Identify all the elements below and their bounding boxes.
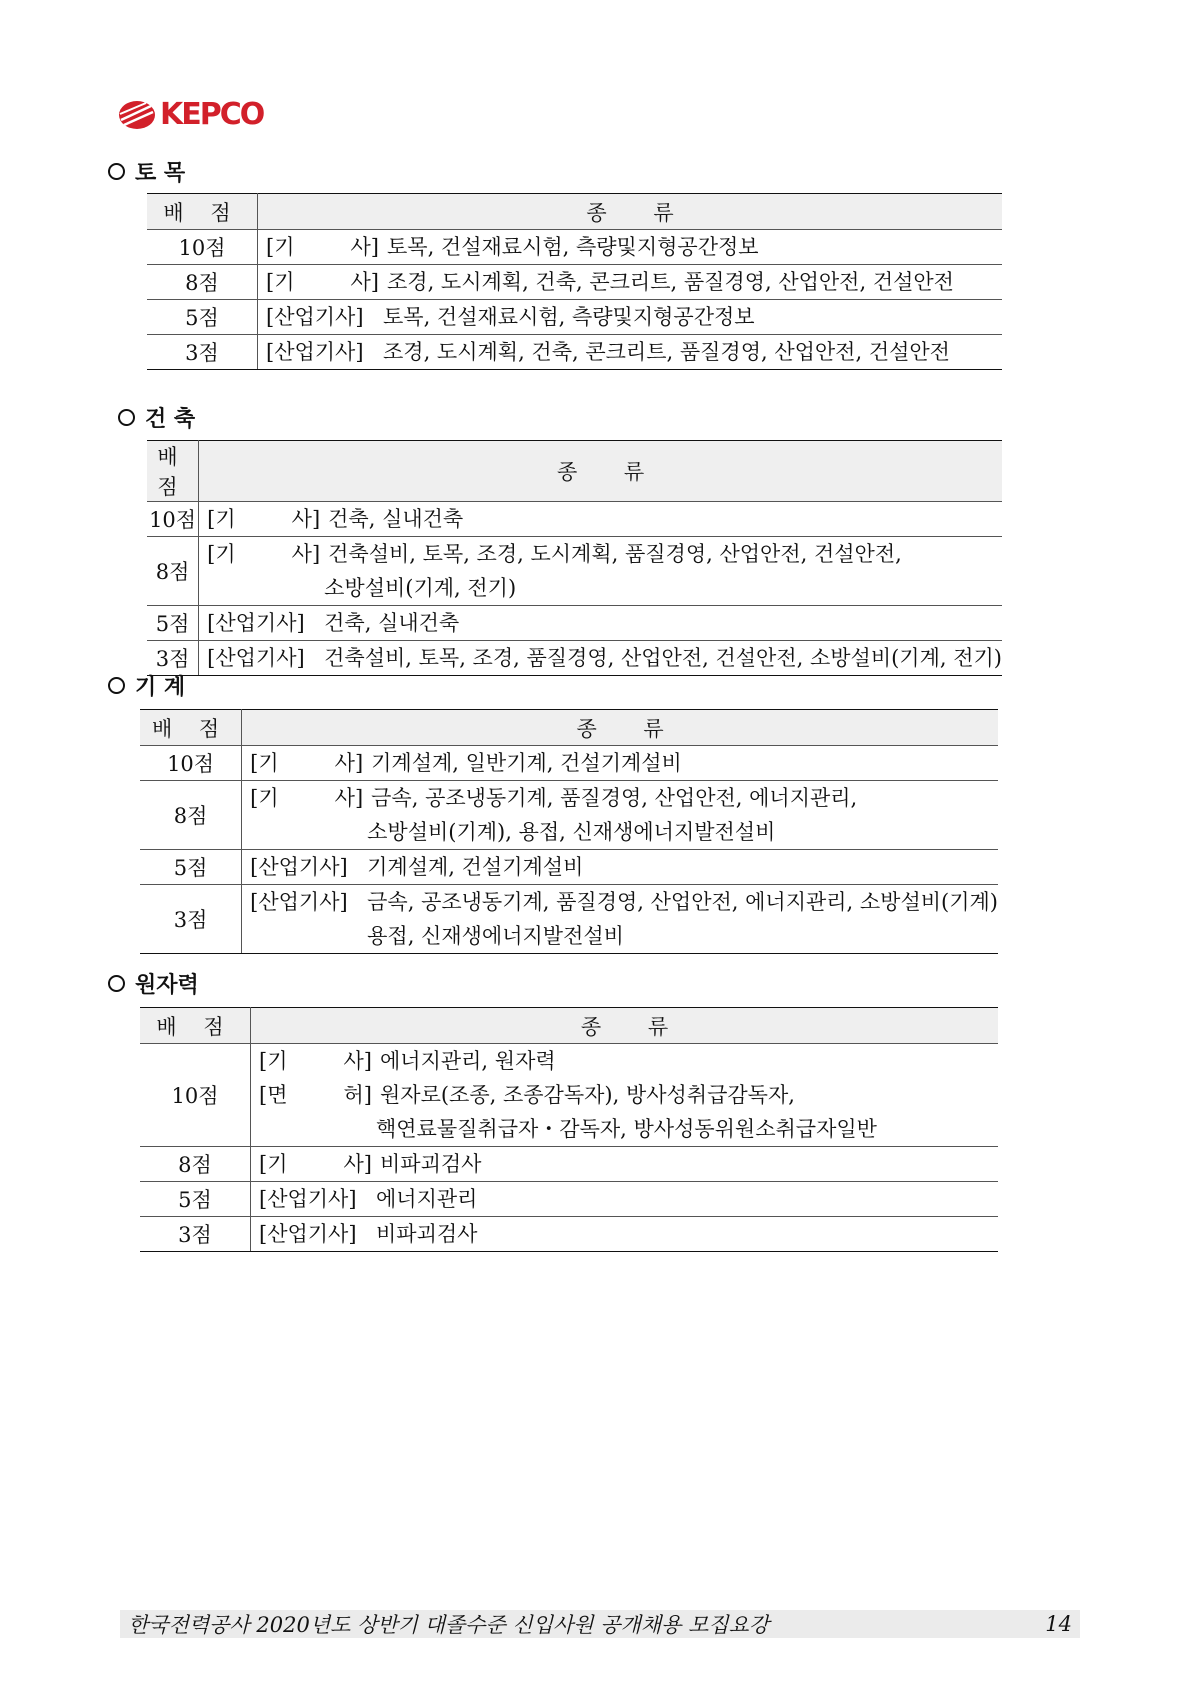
score-cell: 10점 — [147, 230, 258, 265]
table-row — [147, 606, 1002, 641]
score-cell: 5점 — [140, 1182, 251, 1217]
score-cell: 5점 — [147, 606, 199, 641]
qualification-list: 건축설비, 토목, 조경, 도시계획, 품질경영, 산업안전, 건설안전, — [328, 542, 902, 566]
header-score: 배 점 — [147, 441, 199, 502]
header-score: 배 점 — [140, 710, 242, 746]
type-cell — [199, 606, 1002, 641]
type-cell — [242, 885, 998, 954]
table-row — [147, 537, 1002, 606]
qualification-list: 토목, 건설재료시험, 측량및지형공간정보 — [387, 235, 759, 259]
qualification-list: 금속, 공조냉동기계, 품질경영, 산업안전, 에너지관리, 소방설비(기계) — [367, 890, 998, 914]
qualification-list: 비파괴검사 — [380, 1152, 482, 1176]
qualification-tag — [250, 919, 363, 953]
qualification-list: 토목, 건설재료시험, 측량및지형공간정보 — [383, 305, 755, 329]
table-row — [147, 641, 1002, 676]
table-row — [147, 265, 1002, 300]
score-cell: 5점 — [140, 850, 242, 885]
qualification-list: 기계설계, 일반기계, 건설기계설비 — [371, 751, 682, 775]
type-cell — [251, 1044, 999, 1147]
qualification-tag: [기 사] — [250, 751, 364, 775]
table-row — [147, 502, 1002, 537]
table-row — [140, 1217, 998, 1252]
qualification-tag: [산업기사] — [259, 1187, 357, 1211]
qualification-list: 에너지관리, 원자력 — [380, 1049, 556, 1073]
qualification-list: 조경, 도시계획, 건축, 콘크리트, 품질경영, 산업안전, 건설안전 — [383, 340, 950, 364]
table-row — [147, 300, 1002, 335]
score-cell: 10점 — [140, 1044, 251, 1147]
table-row — [140, 850, 998, 885]
qualification-list: 금속, 공조냉동기계, 품질경영, 산업안전, 에너지관리, — [371, 786, 858, 810]
type-cell — [242, 850, 998, 885]
qualification-tag: [산업기사] — [207, 611, 305, 635]
qualification-list: 핵연료물질취급자・감독자, 방사성동위원소취급자일반 — [376, 1117, 877, 1141]
type-cell — [251, 1217, 999, 1252]
section-heading — [108, 670, 185, 700]
qualification-list: 소방설비(기계), 용접, 신재생에너지발전설비 — [367, 820, 776, 844]
section-heading — [108, 968, 199, 998]
type-cell — [258, 230, 1003, 265]
score-table — [147, 440, 1002, 676]
qualification-list: 조경, 도시계획, 건축, 콘크리트, 품질경영, 산업안전, 건설안전 — [387, 270, 954, 294]
qualification-tag: [기 사] — [259, 1049, 372, 1073]
score-cell: 3점 — [147, 641, 199, 676]
qualification-tag: [산업기사] — [250, 890, 348, 914]
type-cell — [199, 641, 1002, 676]
kepco-logo — [118, 97, 264, 132]
section-title: 토 목 — [135, 160, 186, 186]
score-table — [147, 193, 1002, 370]
score-cell: 8점 — [147, 537, 199, 606]
qualification-list: 건축, 실내건축 — [324, 611, 460, 635]
type-cell — [199, 502, 1002, 537]
header-score: 배 점 — [140, 1008, 251, 1044]
logo-text: KEPCO — [160, 97, 264, 132]
qualification-list: 기계설계, 건설기계설비 — [367, 855, 584, 879]
type-cell — [258, 265, 1003, 300]
table-row — [140, 885, 998, 954]
table-row — [147, 335, 1002, 370]
score-cell: 5점 — [147, 300, 258, 335]
score-table — [140, 709, 998, 954]
page-footer — [120, 1610, 1080, 1638]
type-cell — [242, 746, 998, 781]
section-heading — [108, 156, 185, 186]
score-cell: 3점 — [147, 335, 258, 370]
qualification-tag: [산업기사] — [207, 646, 305, 670]
score-cell: 8점 — [140, 1147, 251, 1182]
qualification-tag: [기 사] — [266, 235, 379, 259]
qualification-tag — [207, 571, 320, 605]
header-score: 배 점 — [147, 194, 258, 230]
circle-bullet-icon — [118, 409, 135, 426]
qualification-list: 건축설비, 토목, 조경, 품질경영, 산업안전, 건설안전, 소방설비(기계, 전기) — [324, 646, 1002, 670]
table-row — [140, 1044, 998, 1147]
qualification-list: 소방설비(기계, 전기) — [324, 576, 517, 600]
header-type: 종 류 — [251, 1008, 999, 1044]
section-title: 기 계 — [135, 674, 186, 700]
qualification-tag: [기 사] — [207, 507, 321, 531]
qualification-list: 비파괴검사 — [376, 1222, 478, 1246]
qualification-list: 원자로(조종, 조종감독자), 방사성취급감독자, — [380, 1083, 795, 1107]
section-title: 건 축 — [145, 406, 196, 432]
qualification-tag: [면 허] — [259, 1083, 372, 1107]
circle-bullet-icon — [108, 677, 125, 694]
qualification-tag: [산업기사] — [259, 1222, 357, 1246]
circle-bullet-icon — [108, 975, 125, 992]
type-cell — [242, 781, 998, 850]
qualification-tag — [259, 1112, 372, 1146]
page-number: 14 — [1045, 1612, 1072, 1636]
type-cell — [199, 537, 1002, 606]
qualification-tag: [산업기사] — [266, 305, 364, 329]
qualification-tag: [산업기사] — [266, 340, 364, 364]
section-heading — [118, 402, 195, 432]
kepco-emblem-icon — [118, 100, 156, 130]
score-table — [140, 1007, 998, 1252]
table-row — [140, 1147, 998, 1182]
qualification-tag: [기 사] — [250, 786, 364, 810]
header-type: 종 류 — [258, 194, 1003, 230]
qualification-tag: [기 사] — [259, 1152, 372, 1176]
qualification-list: 용접, 신재생에너지발전설비 — [367, 924, 624, 948]
table-row — [147, 230, 1002, 265]
score-cell: 3점 — [140, 1217, 251, 1252]
table-row — [140, 746, 998, 781]
qualification-tag: [산업기사] — [250, 855, 348, 879]
qualification-tag — [250, 815, 363, 849]
circle-bullet-icon — [108, 163, 125, 180]
header-type: 종 류 — [242, 710, 998, 746]
section-title: 원자력 — [135, 972, 199, 998]
type-cell — [251, 1147, 999, 1182]
score-cell: 8점 — [140, 781, 242, 850]
score-cell: 3점 — [140, 885, 242, 954]
qualification-tag: [기 사] — [266, 270, 379, 294]
table-row — [140, 1182, 998, 1217]
score-cell: 8점 — [147, 265, 258, 300]
type-cell — [251, 1182, 999, 1217]
score-cell: 10점 — [147, 502, 199, 537]
score-cell: 10점 — [140, 746, 242, 781]
qualification-tag: [기 사] — [207, 542, 321, 566]
footer-title: 한국전력공사 2020년도 상반기 대졸수준 신입사원 공개채용 모집요강 — [128, 1613, 770, 1637]
header-type: 종 류 — [199, 441, 1002, 502]
qualification-list: 에너지관리 — [376, 1187, 478, 1211]
table-row — [140, 781, 998, 850]
type-cell — [258, 300, 1003, 335]
type-cell — [258, 335, 1003, 370]
qualification-list: 건축, 실내건축 — [328, 507, 464, 531]
